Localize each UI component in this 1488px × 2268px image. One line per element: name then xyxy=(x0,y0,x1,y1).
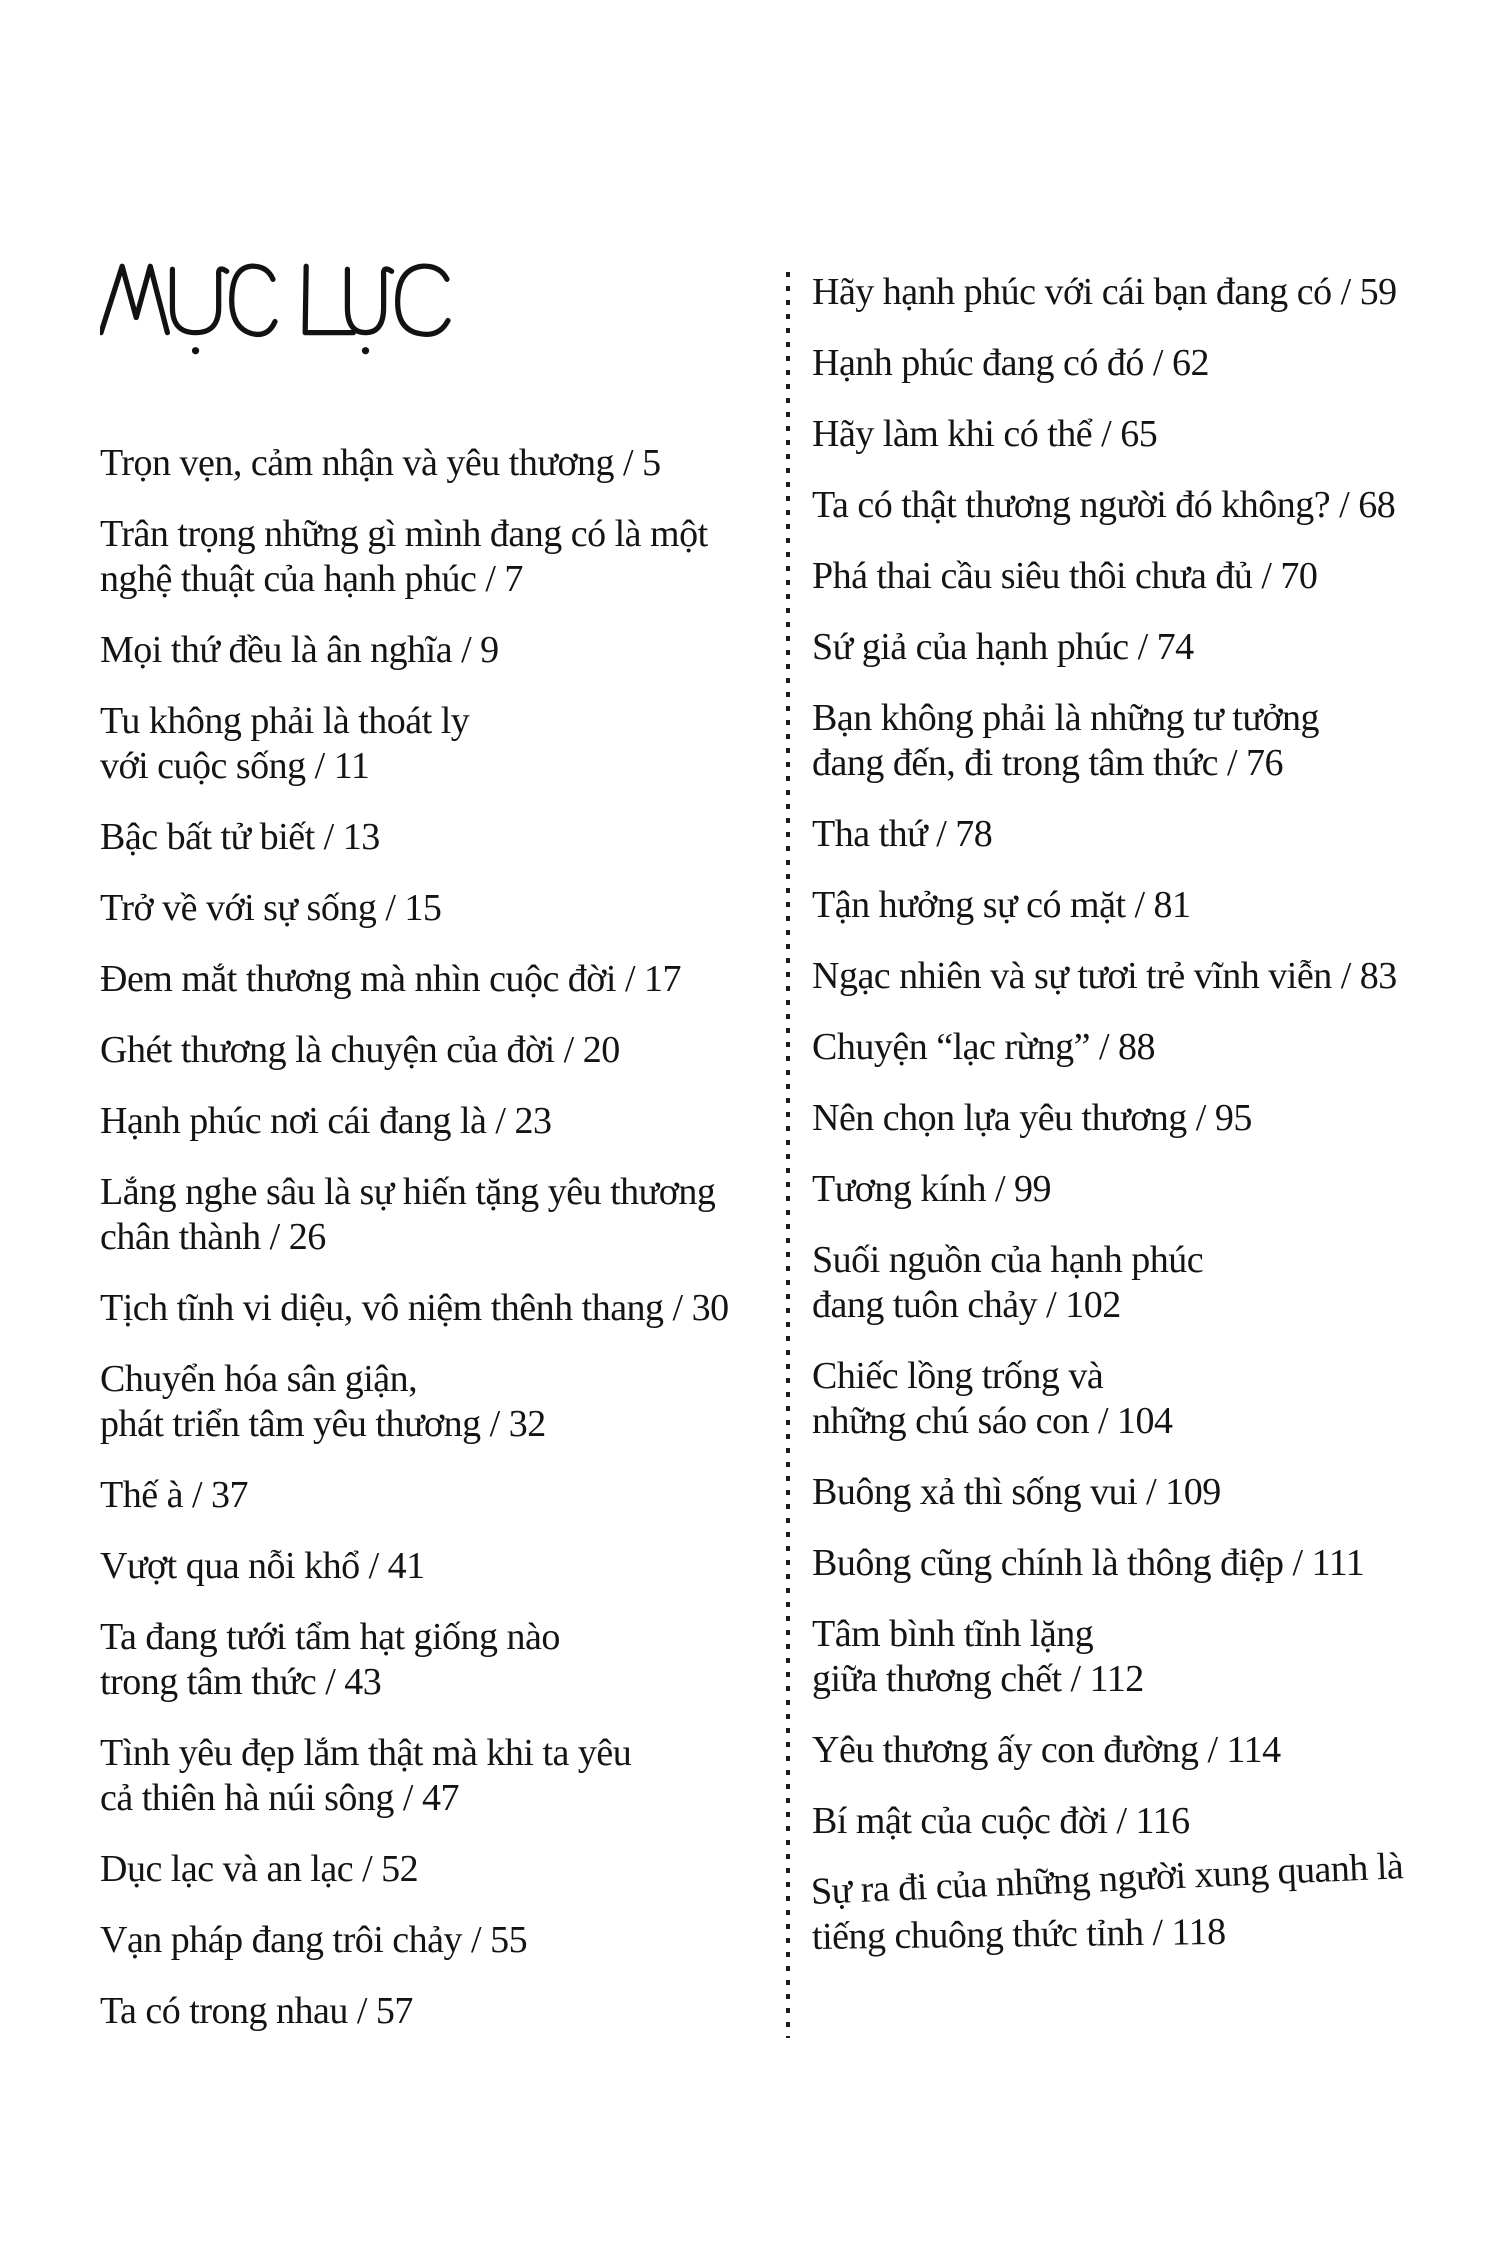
toc-entry-line: Chiếc lồng trống và xyxy=(812,1355,1104,1397)
toc-entry xyxy=(812,270,1488,315)
toc-entry-line: Vạn pháp đang trôi chảy / 55 xyxy=(100,1919,528,1961)
toc-entry xyxy=(100,1099,790,1144)
toc-entry-line: Vượt qua nỗi khổ / 41 xyxy=(100,1545,425,1587)
toc-entry-line: với cuộc sống / 11 xyxy=(100,745,370,787)
toc-entry-line: trong tâm thức / 43 xyxy=(100,1661,382,1703)
page-title-text xyxy=(100,359,101,360)
toc-entry xyxy=(812,554,1488,599)
page-title xyxy=(100,263,452,359)
toc-entry-line: Tịch tĩnh vi diệu, vô niệm thênh thang / 30 xyxy=(100,1287,729,1329)
toc-entry-line: Hạnh phúc đang có đó / 62 xyxy=(812,342,1209,384)
toc-entry xyxy=(100,1615,790,1705)
toc-entry-line: nghệ thuật của hạnh phúc / 7 xyxy=(100,558,523,600)
toc-entry-line: Mọi thứ đều là ân nghĩa / 9 xyxy=(100,629,499,671)
toc-entry xyxy=(812,812,1488,857)
toc-entry xyxy=(812,1470,1488,1515)
toc-entry xyxy=(100,815,790,860)
toc-entry-line: Hạnh phúc nơi cái đang là / 23 xyxy=(100,1100,552,1142)
toc-entry xyxy=(100,1847,790,1892)
toc-entry-line: Bí mật của cuộc đời / 116 xyxy=(812,1800,1190,1842)
toc-entry-line: Ghét thương là chuyện của đời / 20 xyxy=(100,1029,620,1071)
toc-entry xyxy=(100,441,790,486)
toc-entry-line: Ngạc nhiên và sự tươi trẻ vĩnh viễn / 83 xyxy=(812,955,1397,997)
toc-entry-line: Ta đang tưới tẩm hạt giống nào xyxy=(100,1616,560,1658)
toc-entry xyxy=(812,1025,1488,1070)
toc-entry-line: Tu không phải là thoát ly xyxy=(100,700,470,742)
toc-entry xyxy=(100,1989,790,2034)
toc-entry-line: đang tuôn chảy / 102 xyxy=(812,1284,1121,1326)
toc-entry xyxy=(100,957,790,1002)
toc-entry-line: cả thiên hà núi sông / 47 xyxy=(100,1777,459,1819)
toc-entry-line: Hãy làm khi có thể / 65 xyxy=(812,413,1158,455)
toc-entry-line: Thế à / 37 xyxy=(100,1474,249,1516)
toc-entry xyxy=(100,1286,790,1331)
toc-entry-line: Chuyện “lạc rừng” / 88 xyxy=(812,1026,1156,1068)
toc-entry-line: Bạn không phải là những tư tưởng xyxy=(812,697,1320,739)
toc-entry-line: Tình yêu đẹp lắm thật mà khi ta yêu xyxy=(100,1732,632,1774)
toc-entry-line: những chú sáo con / 104 xyxy=(812,1400,1173,1442)
toc-entry-line: Bậc bất tử biết / 13 xyxy=(100,816,380,858)
toc-entry-line: Trân trọng những gì mình đang có là một xyxy=(100,513,708,555)
toc-entry-line: Lắng nghe sâu là sự hiến tặng yêu thương xyxy=(100,1171,716,1213)
toc-left-column xyxy=(100,441,790,2034)
toc-entry xyxy=(100,1918,790,1963)
toc-entry-line: Tận hưởng sự có mặt / 81 xyxy=(812,884,1191,926)
toc-entry-line: Ta có thật thương người đó không? / 68 xyxy=(812,484,1396,526)
toc-entry xyxy=(812,341,1488,386)
toc-entry xyxy=(812,412,1488,457)
toc-entry-line: Tha thứ / 78 xyxy=(812,813,993,855)
toc-entry xyxy=(812,1096,1488,1141)
toc-entry xyxy=(100,1473,790,1518)
toc-entry-line: Buông xả thì sống vui / 109 xyxy=(812,1471,1221,1513)
toc-entry-line: Tương kính / 99 xyxy=(812,1168,1052,1210)
toc-entry-line: Trọn vẹn, cảm nhận và yêu thương / 5 xyxy=(100,442,661,484)
toc-entry xyxy=(100,512,790,602)
toc-entry-line: Ta có trong nhau / 57 xyxy=(100,1990,413,2032)
toc-entry xyxy=(100,1357,790,1447)
toc-entry xyxy=(100,1544,790,1589)
toc-entry xyxy=(812,883,1488,928)
toc-entry xyxy=(812,954,1488,999)
toc-entry xyxy=(812,1354,1488,1444)
toc-entry-line: giữa thương chết / 112 xyxy=(812,1658,1144,1700)
toc-entry xyxy=(812,1167,1488,1212)
toc-entry xyxy=(100,699,790,789)
toc-entry-line: Buông cũng chính là thông điệp / 111 xyxy=(812,1542,1365,1584)
toc-entry xyxy=(810,1845,1488,1960)
toc-entry xyxy=(812,625,1488,670)
toc-entry-line: Sứ giả của hạnh phúc / 74 xyxy=(812,626,1194,668)
toc-entry-line: Đem mắt thương mà nhìn cuộc đời / 17 xyxy=(100,958,682,1000)
toc-entry xyxy=(812,483,1488,528)
toc-entry-line: Sự ra đi của những người xung quanh là xyxy=(810,1845,1405,1914)
toc-entry-line: Hãy hạnh phúc với cái bạn đang có / 59 xyxy=(812,271,1397,313)
toc-entry xyxy=(812,1541,1488,1586)
toc-entry xyxy=(812,1799,1488,1844)
toc-entry xyxy=(100,1731,790,1821)
toc-entry-line: Chuyển hóa sân giận, xyxy=(100,1358,418,1400)
toc-entry-line: phát triển tâm yêu thương / 32 xyxy=(100,1403,546,1445)
toc-right-column xyxy=(812,270,1488,1960)
toc-entry-line: Trở về với sự sống / 15 xyxy=(100,887,442,929)
toc-entry-line: Phá thai cầu siêu thôi chưa đủ / 70 xyxy=(812,555,1318,597)
toc-entry-line: Yêu thương ấy con đường / 114 xyxy=(812,1729,1281,1771)
toc-entry xyxy=(100,628,790,673)
toc-entry xyxy=(100,1170,790,1260)
toc-entry xyxy=(100,1028,790,1073)
toc-entry xyxy=(812,1612,1488,1702)
toc-entry xyxy=(812,1728,1488,1773)
toc-entry-line: Suối nguồn của hạnh phúc xyxy=(812,1239,1204,1281)
toc-entry-line: chân thành / 26 xyxy=(100,1216,326,1258)
toc-entry-line: Tâm bình tĩnh lặng xyxy=(812,1613,1094,1655)
toc-entry xyxy=(812,696,1488,786)
page-title-lettering xyxy=(100,263,452,359)
toc-entry-line: đang đến, đi trong tâm thức / 76 xyxy=(812,742,1284,784)
toc-entry xyxy=(812,1238,1488,1328)
toc-entry xyxy=(100,886,790,931)
toc-entry-line: Dục lạc và an lạc / 52 xyxy=(100,1848,419,1890)
toc-entry-line: tiếng chuông thức tỉnh / 118 xyxy=(811,1910,1226,1958)
toc-entry-line: Nên chọn lựa yêu thương / 95 xyxy=(812,1097,1252,1139)
